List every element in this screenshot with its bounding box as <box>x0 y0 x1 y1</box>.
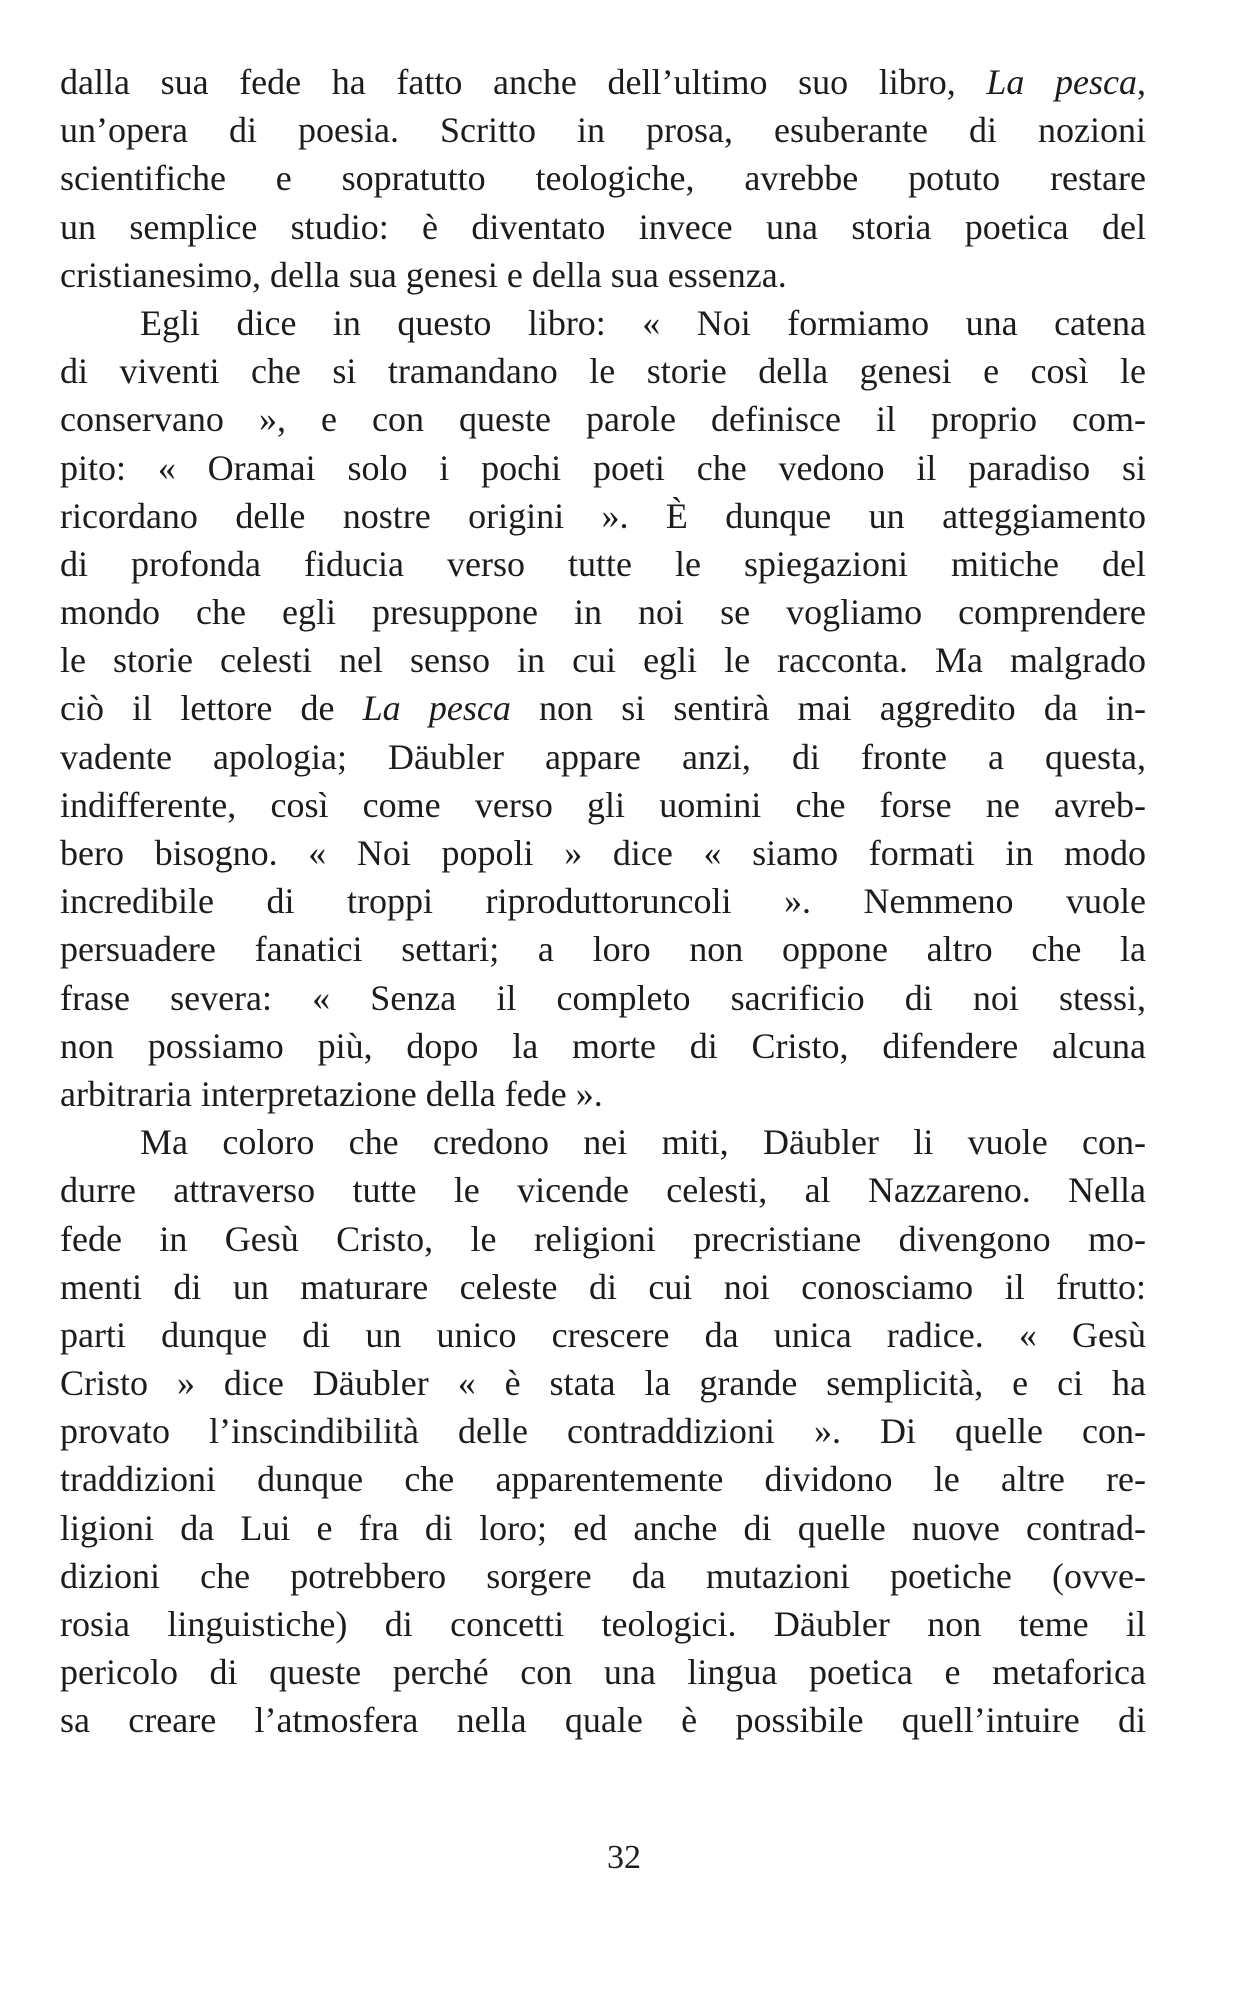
text-line: vadente apologia; Däubler appare anzi, di fronte a questa, <box>60 736 1146 777</box>
text-line: dalla sua fede ha fatto anche dell’ultimo suo libro, La pesca, <box>60 62 1146 102</box>
text-line: non possiamo più, dopo la morte di Cristo, difendere alcuna <box>60 1025 1146 1066</box>
text-line: cristianesimo, della sua genesi e della sua essenza. <box>60 254 787 295</box>
text-line: ricordano delle nostre origini ». È dunque un atteggiamento <box>60 495 1146 536</box>
text-line: le storie celesti nel senso in cui egli le racconta. Ma malgrado <box>60 640 1146 681</box>
paragraph-1 <box>60 58 1146 299</box>
text-line: traddizioni dunque che apparentemente dividono le altre re- <box>60 1459 1146 1500</box>
text-line: di viventi che si tramandano le storie della genesi e così le <box>60 351 1146 392</box>
text-line: Egli dice in questo libro: « Noi formiamo una catena <box>140 302 1146 343</box>
paragraph-3 <box>60 1118 1146 1744</box>
text-line: indifferente, così come verso gli uomini che forse ne avreb- <box>60 784 1146 825</box>
text-line: fede in Gesù Cristo, le religioni precristiane divengono mo- <box>60 1218 1146 1259</box>
book-title: La pesca <box>986 62 1137 102</box>
text-line: arbitraria interpretazione della fede ». <box>60 1073 603 1114</box>
page-body <box>60 58 1146 1745</box>
text-line: un semplice studio: è diventato invece una storia poetica del <box>60 206 1146 247</box>
text-line: menti di un maturare celeste di cui noi conosciamo il frutto: <box>60 1266 1146 1307</box>
text-line: pito: « Oramai solo i pochi poeti che vedono il paradiso si <box>60 447 1146 488</box>
text-line: ciò il lettore de La pesca non si sentirà mai aggredito da in- <box>60 688 1146 729</box>
book-title: La pesca <box>362 688 511 729</box>
text-line: bero bisogno. « Noi popoli » dice « siamo formati in modo <box>60 833 1146 873</box>
text-line: scientifiche e sopratutto teologiche, avrebbe potuto restare <box>60 158 1146 199</box>
paragraph-2 <box>60 299 1146 1118</box>
text-line: provato l’inscindibilità delle contraddizioni ». Di quelle con- <box>60 1411 1146 1452</box>
text-line: parti dunque di un unico crescere da unica radice. « Gesù <box>60 1314 1146 1355</box>
text-line: durre attraverso tutte le vicende celesti, al Nazzareno. Nella <box>60 1170 1146 1211</box>
text-line: un’opera di poesia. Scritto in prosa, esuberante di nozioni <box>60 110 1146 151</box>
text-line: di profonda fiducia verso tutte le spiegazioni mitiche del <box>60 543 1146 584</box>
text-line: Ma coloro che credono nei miti, Däubler li vuole con- <box>140 1122 1146 1163</box>
text-line: rosia linguistiche) di concetti teologici. Däubler non teme il <box>60 1604 1146 1644</box>
text-line: sa creare l’atmosfera nella quale è possibile quell’intuire di <box>60 1700 1146 1741</box>
text-line: conservano », e con queste parole definisce il proprio com- <box>60 399 1146 440</box>
text-line: mondo che egli presuppone in noi se vogliamo comprendere <box>60 592 1146 633</box>
text-line: dizioni che potrebbero sorgere da mutazioni poetiche (ovve- <box>60 1555 1146 1596</box>
text-line: Cristo » dice Däubler « è stata la grande semplicità, e ci ha <box>60 1363 1146 1404</box>
text-line: incredibile di troppi riproduttoruncoli ». Nemmeno vuole <box>60 881 1146 922</box>
page-number: 32 <box>607 1839 641 1876</box>
text-line: frase severa: « Senza il completo sacrificio di noi stessi, <box>60 977 1146 1018</box>
text-line: persuadere fanatici settari; a loro non oppone altro che la <box>60 929 1146 970</box>
text-line: pericolo di queste perché con una lingua poetica e metaforica <box>60 1652 1146 1693</box>
text-line: ligioni da Lui e fra di loro; ed anche di quelle nuove contrad- <box>60 1507 1146 1548</box>
